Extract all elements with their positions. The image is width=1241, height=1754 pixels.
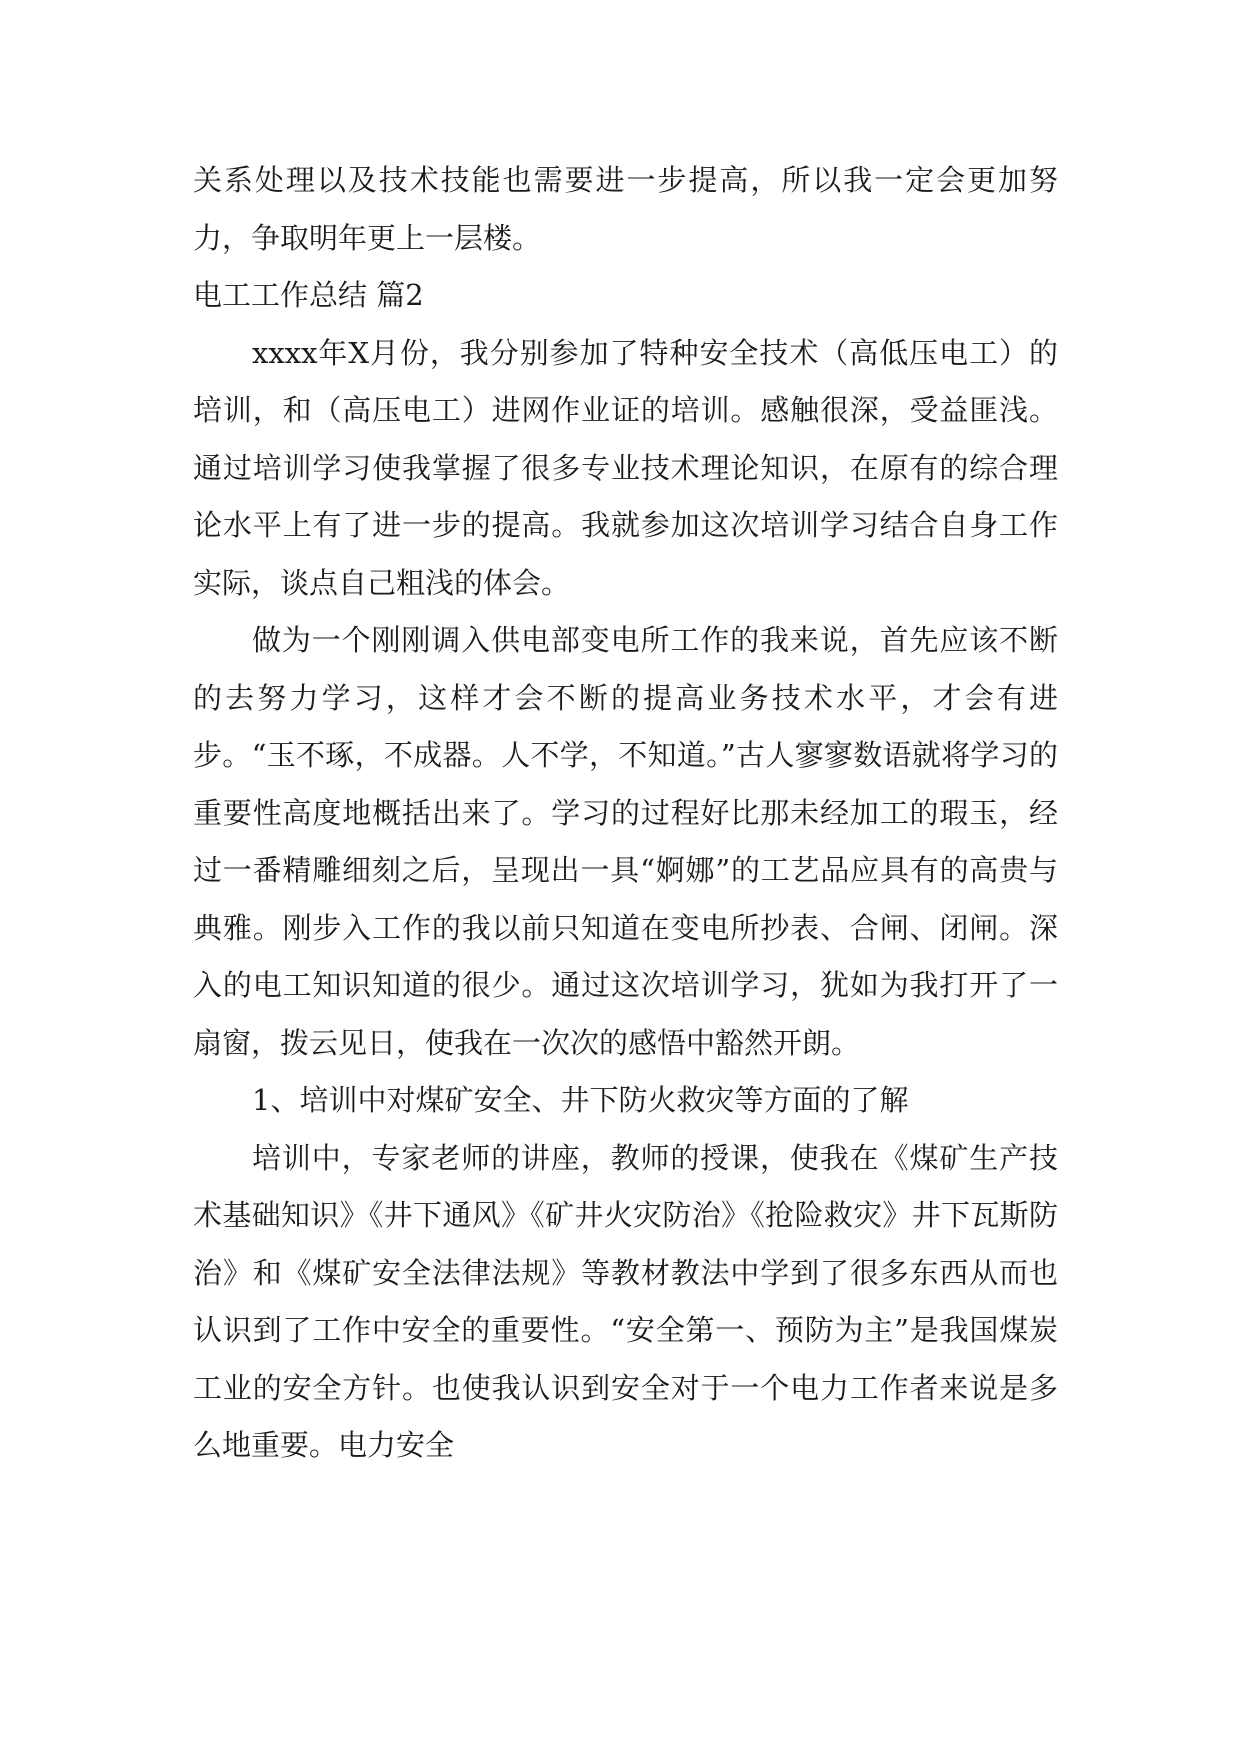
- body-paragraph-2: 做为一个刚刚调入供电部变电所工作的我来说，首先应该不断的去努力学习，这样才会不断的提高业务技术水平，才会有进步。“玉不琢，不成器。人不学，不知道。”古人寥寥数语就将学习的重要性高度地概括出来了。学习的过程好比那未经加工的瑕玉，经过一番精雕细刻之后，呈现出一具“婀娜”的工艺品应具有的高贵与典雅。刚步入工作的我以前只知道在变电所抄表、合闸、闭闸。深入的电工知识知道的很少。通过这次培训学习，犹如为我打开了一扇窗，拨云见日，使我在一次次的感悟中豁然开朗。: [193, 623, 1058, 1060]
- section-heading: 电工工作总结 篇2: [193, 278, 424, 312]
- subheading-paragraph: 1、培训中对煤矿安全、井下防火救灾等方面的了解: [252, 1083, 909, 1117]
- continuation-paragraph: 关系处理以及技术技能也需要进一步提高，所以我一定会更加努力，争取明年更上一层楼。: [193, 163, 1058, 255]
- document-body: [193, 152, 1058, 1475]
- body-paragraph-3: 培训中，专家老师的讲座，教师的授课，使我在《煤矿生产技术基础知识》《井下通风》《矿井火灾防治》《抢险救灾》井下瓦斯防治》和《煤矿安全法律法规》等教材教法中学到了很多东西从而也认识到了工作中安全的重要性。“安全第一、预防为主”是我国煤炭工业的安全方针。也使我认识到安全对于一个电力工作者来说是多么地重要。电力安全: [193, 1140, 1058, 1462]
- body-paragraph-1: xxxx年X月份，我分别参加了特种安全技术（高低压电工）的培训，和（高压电工）进网作业证的培训。感触很深，受益匪浅。通过培训学习使我掌握了很多专业技术理论知识，在原有的综合理论水平上有了进一步的提高。我就参加这次培训学习结合自身工作实际，谈点自己粗浅的体会。: [193, 335, 1058, 600]
